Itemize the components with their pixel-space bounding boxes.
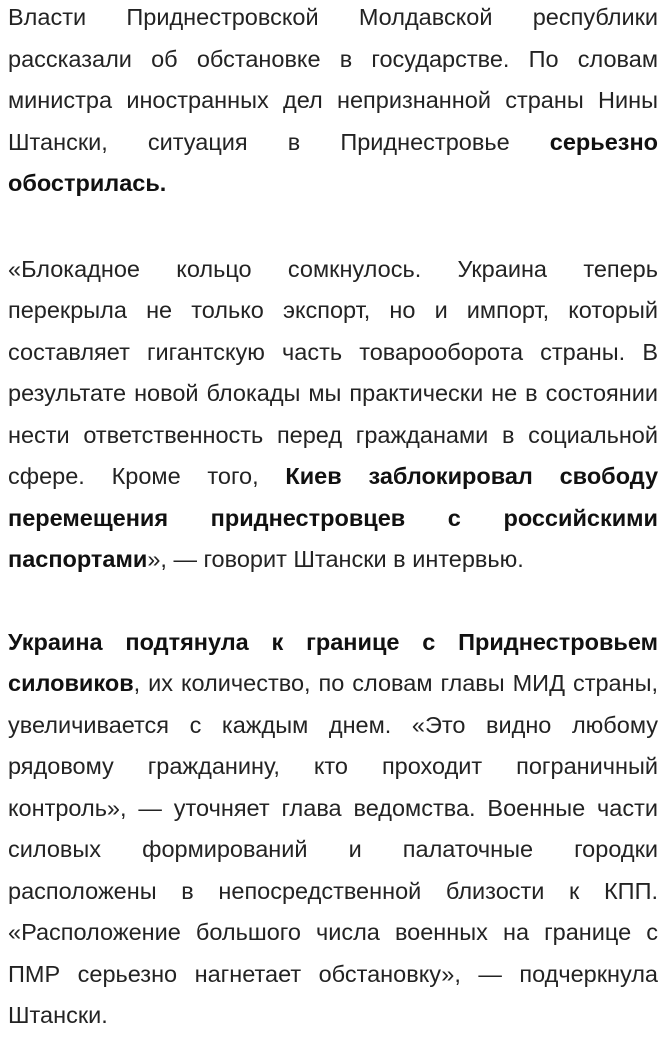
article-paragraph-3 [8,622,658,1037]
paragraph-2-text-start: «Блокадное кольцо сомкнулось. Украина теперь перекрыла не только экспорт, но и импорт, который составляет гигантскую часть товарооборота страны. В результате новой блокады мы практически не в состоянии нести ответственность перед гражданами в социальной сфере. Кроме того, [8,255,658,489]
paragraph-2-text-end: », — говорит Штански в интервью. [147,546,524,572]
article-body [8,0,658,1037]
article-paragraph-1 [8,0,658,205]
paragraph-2-emphasis: Киев заблокировал свободу перемещения приднестровцев с российскими паспортами [8,463,659,572]
paragraph-3-emphasis: Украина подтянула к границе с Приднестровьем силовиков [8,628,658,696]
paragraph-3-text: , их количество, по словам главы МИД страны, увеличивается с каждым днем. «Это видно любому рядовому гражданину, кто проходит пограничный контроль», — уточняет глава ведомства. Военные части силовых формирований и палаточные городки расположены в непосредственной близости к КПП. «Расположение большого числа военных на границе с ПМР серьезно нагнетает обстановку», — подчеркнула Штански. [8,670,658,1028]
paragraph-1-emphasis: серьезно обострилась. [8,128,658,196]
paragraph-1-text: Власти Приднестровской Молдавской республики рассказали об обстановке в государстве. По словам министра иностранных дел непризнанной страны Нины Штански, ситуация в Приднестровье [8,4,658,155]
article-paragraph-2 [8,249,658,581]
